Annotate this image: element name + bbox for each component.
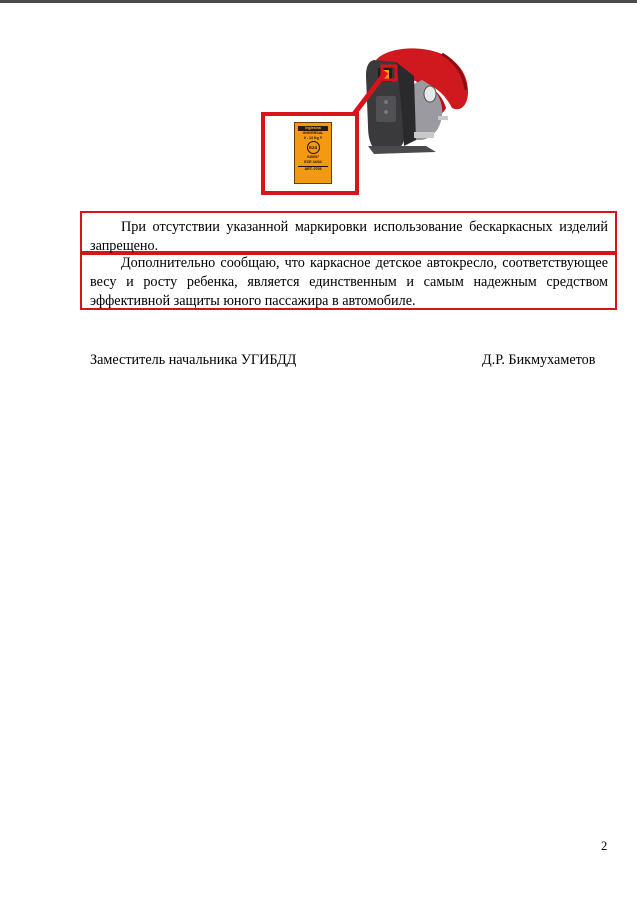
certification-sticker [294, 122, 332, 184]
car-seat-illustration [258, 46, 470, 202]
signatory-role: Заместитель начальника УГИБДД [90, 352, 297, 368]
ece-approval-mark: E24 [307, 141, 320, 154]
sticker-approval-number: 040057 [307, 155, 319, 160]
paragraph-warning: При отсутствии указанной маркировки использование бескаркасных изделий запрещено. [90, 219, 608, 255]
signatory-name: Д.Р. Бикмухаметов [482, 352, 596, 368]
paragraph-recommendation: Дополнительно сообщаю, что каркасное детское автокресло, соответствующее весу и росту ребенка, является единственным и самым надежным средством эффективной защиты юного пассажира в автомобиле. [90, 255, 608, 310]
sticker-weight: 0 - 13 Kg Y [303, 135, 323, 140]
sticker-category: UNIVERSAL [302, 131, 324, 135]
sticker-article: ART. 0705 [298, 166, 328, 172]
car-seat-image [356, 46, 470, 158]
page-number: 2 [601, 839, 608, 853]
certification-label-callout [261, 112, 359, 195]
sticker-brand: Inglesina [298, 126, 328, 131]
top-border [0, 0, 637, 3]
sticker-standard: ECE 44/04 [304, 159, 322, 164]
